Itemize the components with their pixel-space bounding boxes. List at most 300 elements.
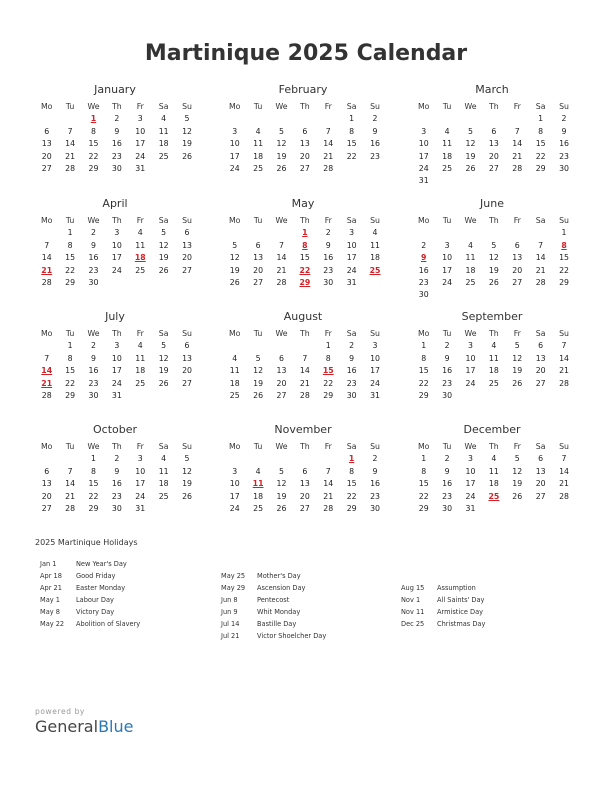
day-cell: 29 [418,390,429,400]
day-cell: 12 [276,479,287,489]
weekday-header: Th [489,442,499,451]
holiday-date: Aug 15 [401,584,425,592]
holiday-day-cell: 22 [299,265,311,275]
day-cell: 19 [512,366,523,376]
day-cell: 16 [111,479,122,489]
day-cell: 1 [421,341,427,351]
day-cell: 25 [229,390,240,400]
day-cell: 19 [512,479,523,489]
weekday-header: Tu [442,216,452,225]
weekday-header: Su [182,216,192,225]
day-cell: 7 [302,353,308,363]
weekday-header: We [87,216,100,225]
holiday-name: Victor Shoelcher Day [257,632,327,640]
weekday-header: Sa [346,216,357,225]
day-cell: 2 [114,454,120,464]
empty-day [35,227,58,239]
day-cell: 25 [158,151,169,161]
day-cell: 4 [491,454,497,464]
day-cell: 19 [276,151,287,161]
day-cell: 11 [488,353,499,363]
day-cell: 23 [442,378,453,388]
day-cell: 16 [88,366,99,376]
day-cell: 25 [442,163,453,173]
day-cell: 4 [444,126,450,136]
day-cell: 18 [158,139,169,149]
day-cell: 23 [346,378,357,388]
day-cell: 3 [137,454,143,464]
weekday-header: Tu [65,329,75,338]
day-cell: 12 [182,126,192,136]
day-cell: 10 [111,353,122,363]
empty-day [529,227,552,239]
holiday-name: Christmas Day [437,620,486,628]
day-cell: 20 [488,151,499,161]
day-cell: 14 [559,353,569,363]
day-cell: 22 [418,378,429,388]
weekday-header: Mo [228,102,241,111]
day-cell: 6 [491,126,497,136]
day-cell: 4 [161,454,167,464]
month-july [35,310,195,402]
empty-day [246,340,269,352]
weekday-header: Su [182,329,192,338]
weekday-header: Mo [40,329,53,338]
holiday-day-cell: 15 [322,366,334,376]
holiday-date: Apr 18 [40,572,62,580]
day-cell: 8 [90,466,96,476]
weekday-header: Th [112,329,122,338]
day-cell: 10 [370,353,380,363]
day-cell: 23 [442,491,453,501]
day-cell: 6 [302,126,308,136]
empty-day [482,227,505,239]
weekday-header: Sa [158,216,169,225]
holiday-row [401,594,485,606]
holiday-day-cell: 21 [41,265,53,275]
holiday-day-cell: 14 [41,366,53,376]
day-cell: 30 [370,503,380,513]
holidays-title: 2025 Martinique Holidays [35,538,138,547]
empty-day [412,113,435,125]
day-cell: 14 [559,466,569,476]
day-cell: 6 [44,466,50,476]
holiday-name: All Saints' Day [437,596,485,604]
day-cell: 14 [41,253,52,263]
holiday-name: Pentecost [257,596,290,604]
day-cell: 28 [41,390,52,400]
empty-day [246,113,269,125]
day-cell: 5 [278,466,284,476]
weekday-header: We [87,329,100,338]
day-cell: 11 [135,353,146,363]
day-cell: 27 [276,390,287,400]
weekday-header: We [275,329,288,338]
holiday-day-cell: 1 [302,228,308,238]
weekday-header: Sa [535,102,546,111]
day-cell: 17 [111,253,122,263]
day-cell: 21 [276,265,287,275]
day-cell: 26 [512,491,523,501]
holiday-row [401,582,485,594]
day-cell: 8 [349,466,355,476]
day-cell: 2 [349,341,355,351]
day-cell: 16 [111,139,122,149]
day-cell: 12 [465,139,476,149]
day-cell: 5 [184,114,190,124]
weekday-header: We [87,102,100,111]
day-cell: 30 [346,390,357,400]
day-cell: 16 [346,366,357,376]
day-cell: 20 [299,491,310,501]
day-cell: 4 [161,114,167,124]
day-cell: 25 [488,378,499,388]
day-cell: 4 [491,341,497,351]
day-cell: 7 [325,126,331,136]
day-cell: 5 [514,341,520,351]
day-cell: 16 [370,479,380,489]
day-cell: 25 [135,265,146,275]
day-cell: 12 [488,253,499,263]
day-cell: 7 [44,353,50,363]
day-cell: 20 [182,366,192,376]
empty-day [35,453,58,465]
day-cell: 24 [111,378,122,388]
day-cell: 29 [65,390,76,400]
month-name: February [278,83,328,96]
day-cell: 29 [323,390,334,400]
day-cell: 15 [418,479,429,489]
day-cell: 8 [67,353,73,363]
empty-day [459,227,482,239]
day-cell: 20 [299,151,310,161]
month-name: January [94,83,136,96]
holiday-name: Assumption [437,584,476,592]
day-cell: 11 [370,240,380,250]
day-cell: 25 [253,503,264,513]
weekday-header: Fr [136,442,144,451]
empty-day [270,340,293,352]
weekday-header: We [464,442,477,451]
empty-day [223,340,246,352]
day-cell: 30 [88,277,99,287]
weekday-header: Fr [136,329,144,338]
weekday-header: Sa [158,442,169,451]
weekday-header: Sa [346,102,357,111]
weekday-header: Tu [253,216,263,225]
day-cell: 13 [299,479,310,489]
day-cell: 23 [370,491,380,501]
day-cell: 26 [512,378,523,388]
holiday-name: Mother's Day [257,572,301,580]
day-cell: 23 [88,378,99,388]
day-cell: 12 [512,466,523,476]
day-cell: 30 [442,390,453,400]
day-cell: 22 [346,151,357,161]
day-cell: 23 [559,151,569,161]
day-cell: 29 [535,163,546,173]
weekday-header: Th [300,102,310,111]
day-cell: 12 [276,139,287,149]
day-cell: 3 [232,126,238,136]
day-cell: 11 [158,126,169,136]
day-cell: 18 [135,366,146,376]
day-cell: 31 [370,390,380,400]
month-november [223,423,383,515]
day-cell: 10 [229,479,240,489]
day-cell: 6 [278,353,284,363]
weekday-header: Su [370,102,380,111]
month-days-grid [223,328,383,402]
day-cell: 5 [161,341,167,351]
holiday-name: Whit Monday [257,608,301,616]
weekday-header: We [275,216,288,225]
day-cell: 28 [299,390,310,400]
weekday-header: Tu [442,329,452,338]
day-cell: 31 [135,163,146,173]
empty-day [35,113,58,125]
day-cell: 31 [346,277,357,287]
day-cell: 4 [255,126,261,136]
holiday-day-cell: 21 [41,378,53,388]
day-cell: 9 [325,240,331,250]
holiday-date: Apr 21 [40,584,62,592]
day-cell: 20 [535,366,546,376]
day-cell: 16 [323,253,334,263]
day-cell: 8 [67,240,73,250]
day-cell: 23 [111,151,122,161]
day-cell: 14 [323,479,334,489]
day-cell: 21 [299,378,310,388]
empty-day [293,340,316,352]
day-cell: 27 [535,491,546,501]
day-cell: 27 [41,163,52,173]
empty-day [317,453,340,465]
weekday-header: Sa [158,329,169,338]
day-cell: 10 [111,240,122,250]
weekday-header: Sa [346,329,357,338]
day-cell: 2 [90,228,96,238]
weekday-header: Th [300,216,310,225]
day-cell: 7 [44,240,50,250]
day-cell: 14 [512,139,523,149]
day-cell: 8 [349,126,355,136]
weekday-header: Fr [513,329,521,338]
day-cell: 20 [41,491,52,501]
weekday-header: Mo [40,216,53,225]
day-cell: 30 [323,277,334,287]
empty-day [412,227,435,239]
day-cell: 29 [88,503,99,513]
weekday-header: Tu [65,442,75,451]
brand-logo[interactable] [35,717,133,736]
empty-day [317,113,340,125]
empty-day [459,113,482,125]
day-cell: 11 [253,139,264,149]
weekday-header: We [275,102,288,111]
month-days-grid [412,215,572,302]
day-cell: 1 [67,228,73,238]
holiday-row [40,582,140,594]
holiday-name: Bastille Day [257,620,297,628]
day-cell: 5 [255,353,261,363]
day-cell: 26 [465,163,476,173]
weekday-header: Th [112,442,122,451]
holiday-date: Jul 14 [221,620,240,628]
day-cell: 13 [299,139,310,149]
day-cell: 28 [65,163,76,173]
day-cell: 26 [158,265,169,275]
day-cell: 3 [232,466,238,476]
day-cell: 16 [370,139,380,149]
day-cell: 4 [137,228,143,238]
month-december [412,423,572,515]
holiday-row [40,594,140,606]
day-cell: 2 [372,454,378,464]
day-cell: 6 [184,341,190,351]
day-cell: 5 [232,240,238,250]
day-cell: 18 [465,265,476,275]
weekday-header: Tu [442,102,452,111]
month-september [412,310,572,402]
empty-day [506,113,529,125]
holiday-name: Armistice Day [437,608,484,616]
day-cell: 13 [182,240,192,250]
day-cell: 9 [349,353,355,363]
day-cell: 5 [278,126,284,136]
month-name: June [480,197,504,210]
empty-day [506,227,529,239]
day-cell: 10 [418,139,429,149]
day-cell: 15 [559,253,569,263]
holiday-row [221,570,326,582]
weekday-header: Fr [136,216,144,225]
empty-day [293,453,316,465]
holiday-column [40,558,140,630]
weekday-header: Su [370,329,380,338]
day-cell: 24 [346,265,357,275]
day-cell: 1 [325,341,331,351]
day-cell: 24 [135,491,146,501]
day-cell: 1 [349,114,355,124]
day-cell: 17 [442,265,453,275]
day-cell: 6 [302,466,308,476]
month-days-grid [223,215,383,289]
day-cell: 13 [253,253,264,263]
day-cell: 27 [182,265,192,275]
weekday-header: Tu [253,442,263,451]
day-cell: 28 [559,378,569,388]
day-cell: 24 [370,378,380,388]
month-name: July [105,310,125,323]
day-cell: 26 [182,491,192,501]
weekday-header: Mo [40,102,53,111]
empty-day [435,227,458,239]
day-cell: 24 [465,491,476,501]
day-cell: 7 [538,240,544,250]
day-cell: 28 [276,277,287,287]
month-may [223,197,383,289]
day-cell: 14 [65,479,76,489]
day-cell: 1 [538,114,544,124]
day-cell: 27 [299,503,310,513]
day-cell: 27 [299,163,310,173]
day-cell: 14 [65,139,76,149]
empty-day [435,113,458,125]
holiday-date: May 29 [221,584,246,592]
day-cell: 10 [465,353,476,363]
day-cell: 1 [421,454,427,464]
empty-day [246,453,269,465]
day-cell: 20 [512,265,523,275]
month-name: April [102,197,128,210]
day-cell: 3 [114,341,120,351]
day-cell: 17 [465,366,476,376]
day-cell: 2 [444,341,450,351]
day-cell: 29 [418,503,429,513]
day-cell: 7 [67,126,73,136]
day-cell: 28 [65,503,76,513]
day-cell: 6 [514,240,520,250]
empty-day [58,453,81,465]
day-cell: 16 [442,366,453,376]
month-name: December [463,423,521,436]
day-cell: 3 [349,228,355,238]
day-cell: 13 [488,139,499,149]
day-cell: 15 [65,366,76,376]
day-cell: 12 [158,353,169,363]
weekday-header: Sa [158,102,169,111]
empty-day [223,227,246,239]
day-cell: 29 [559,277,569,287]
day-cell: 25 [465,277,476,287]
month-days-grid [35,328,195,402]
day-cell: 27 [253,277,264,287]
holiday-date: May 8 [40,608,60,616]
day-cell: 11 [135,240,146,250]
weekday-header: Th [112,102,122,111]
day-cell: 10 [135,126,146,136]
empty-day [223,453,246,465]
holiday-date: Nov 1 [401,596,421,604]
day-cell: 9 [561,126,567,136]
day-cell: 16 [442,479,453,489]
weekday-header: Mo [228,329,241,338]
day-cell: 19 [182,139,192,149]
day-cell: 8 [421,353,427,363]
day-cell: 25 [253,163,264,173]
day-cell: 14 [276,253,287,263]
month-june [412,197,572,302]
day-cell: 9 [444,353,450,363]
day-cell: 17 [135,479,146,489]
day-cell: 5 [184,454,190,464]
empty-day [35,340,58,352]
weekday-header: Fr [324,442,332,451]
day-cell: 18 [253,151,264,161]
day-cell: 15 [346,479,357,489]
day-cell: 22 [535,151,546,161]
day-cell: 29 [346,503,357,513]
weekday-header: Sa [346,442,357,451]
day-cell: 20 [253,265,264,275]
day-cell: 18 [158,479,169,489]
day-cell: 6 [255,240,261,250]
day-cell: 26 [276,163,287,173]
weekday-header: Tu [65,102,75,111]
day-cell: 8 [538,126,544,136]
month-march [412,83,572,188]
